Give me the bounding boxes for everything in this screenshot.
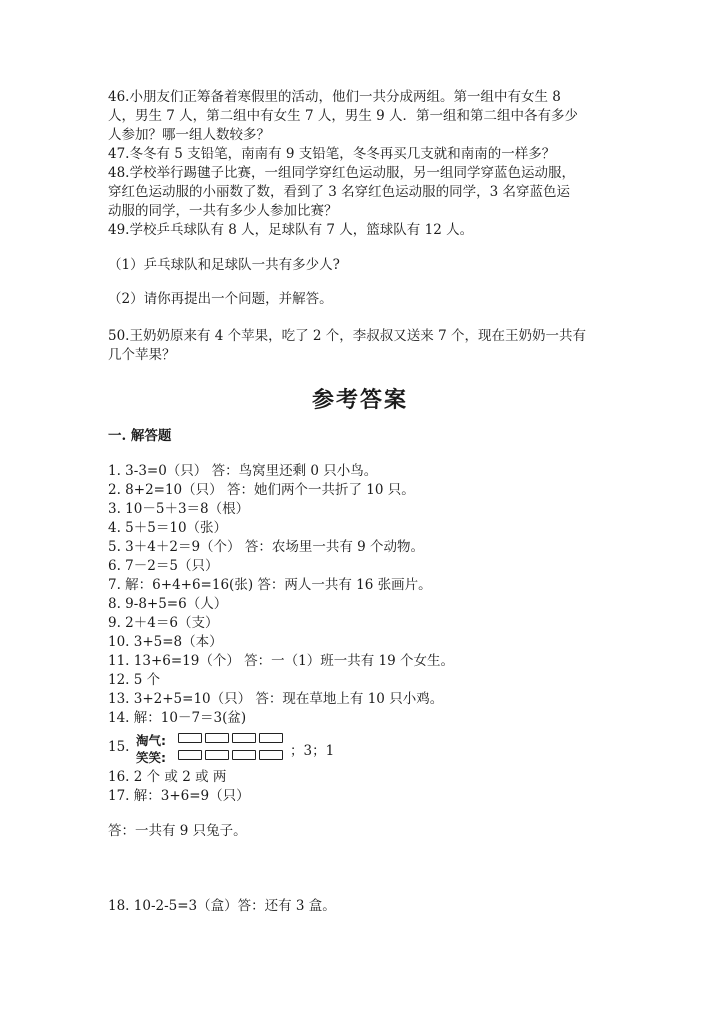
- answer-15: [108, 731, 508, 767]
- question-49-part-2: （2）请你再提出一个问题，并解答。: [108, 291, 333, 307]
- answer-5: 5. 3＋4＋2＝9（个） 答：农场里一共有 9 个动物。: [108, 539, 424, 555]
- answer-3: 3. 10－5＋3＝8（根）: [108, 501, 250, 517]
- answer-11: 11. 13+6=19（个） 答：一（1）班一共有 19 个女生。: [108, 653, 454, 669]
- answer-16: 16. 2 个 或 2 或 两: [108, 769, 227, 785]
- answer-15-rest: ；3；1: [290, 743, 335, 759]
- question-46-line-1: 46.小朋友们正筹备着寒假里的活动，他们一共分成两组。第一组中有女生 8: [108, 89, 561, 105]
- answer-9: 9. 2＋4＝6（支）: [108, 615, 219, 631]
- answer-17-reply: 答：一共有 9 只兔子。: [108, 823, 247, 839]
- answer-15-label-xiaoxiao: 笑笑:: [136, 750, 166, 765]
- answer-17: 17. 解：3+6=9（只）: [108, 788, 250, 804]
- bar-box: [205, 750, 229, 760]
- answer-18: 18. 10-2-5=3（盒）答：还有 3 盒。: [108, 898, 336, 914]
- answer-14: 14. 解：10－7＝3(盆): [108, 710, 247, 726]
- answer-1: 1. 3-3=0（只） 答：鸟窝里还剩 0 只小鸟。: [108, 463, 378, 479]
- question-47: 47.冬冬有 5 支铅笔，南南有 9 支铅笔，冬冬再买几支就和南南的一样多？: [108, 146, 556, 162]
- question-48-line-2: 穿红色运动服的小丽数了数，看到了 3 名穿红色运动服的同学，3 名穿蓝色运: [108, 184, 571, 200]
- answer-2: 2. 8+2=10（只） 答：她们两个一共折了 10 只。: [108, 482, 415, 498]
- answer-4: 4. 5＋5＝10（张）: [108, 520, 228, 536]
- answer-10: 10. 3+5=8（本）: [108, 634, 223, 650]
- question-48-line-3: 动服的同学，一共有多少人参加比赛？: [108, 203, 338, 219]
- answer-15-label-taoqi: 淘气:: [136, 733, 166, 748]
- question-49-part-1: （1）乒乓球队和足球队一共有多少人?: [108, 257, 340, 273]
- answer-6: 6. 7－2＝5（只）: [108, 558, 219, 574]
- bar-box: [178, 733, 202, 743]
- question-49: 49.学校乒乓球队有 8 人，足球队有 7 人，篮球队有 12 人。: [108, 222, 474, 238]
- bar-box: [232, 733, 256, 743]
- bar-box: [259, 733, 283, 743]
- bar-box: [232, 750, 256, 760]
- question-48-line-1: 48.学校举行踢毽子比赛，一组同学穿红色运动服，另一组同学穿蓝色运动服，: [108, 165, 575, 181]
- answer-13: 13. 3+2+5=10（只） 答：现在草地上有 10 只小鸡。: [108, 691, 444, 707]
- bar-box: [178, 750, 202, 760]
- question-50-line-1: 50.王奶奶原来有 4 个苹果，吃了 2 个，李叔叔又送来 7 个，现在王奶奶一共有: [108, 328, 586, 344]
- bar-box: [259, 750, 283, 760]
- question-46-line-2: 人，男生 7 人，第二组中有女生 7 人，男生 9 人．第一组和第二组中各有多少: [108, 108, 579, 124]
- answers-title: 参考答案: [311, 387, 408, 413]
- answer-7: 7. 解：6+4+6=16(张) 答：两人一共有 16 张画片。: [108, 577, 432, 593]
- answer-12: 12. 5 个: [108, 672, 161, 688]
- question-46-line-3: 人参加？哪一组人数较多？: [108, 127, 270, 143]
- question-50-line-2: 几个苹果？: [108, 347, 176, 363]
- answer-15-number: 15.: [108, 739, 130, 755]
- answer-8: 8. 9-8+5=6（人）: [108, 596, 228, 612]
- bar-box: [205, 733, 229, 743]
- section-heading: 一. 解答题: [108, 428, 172, 444]
